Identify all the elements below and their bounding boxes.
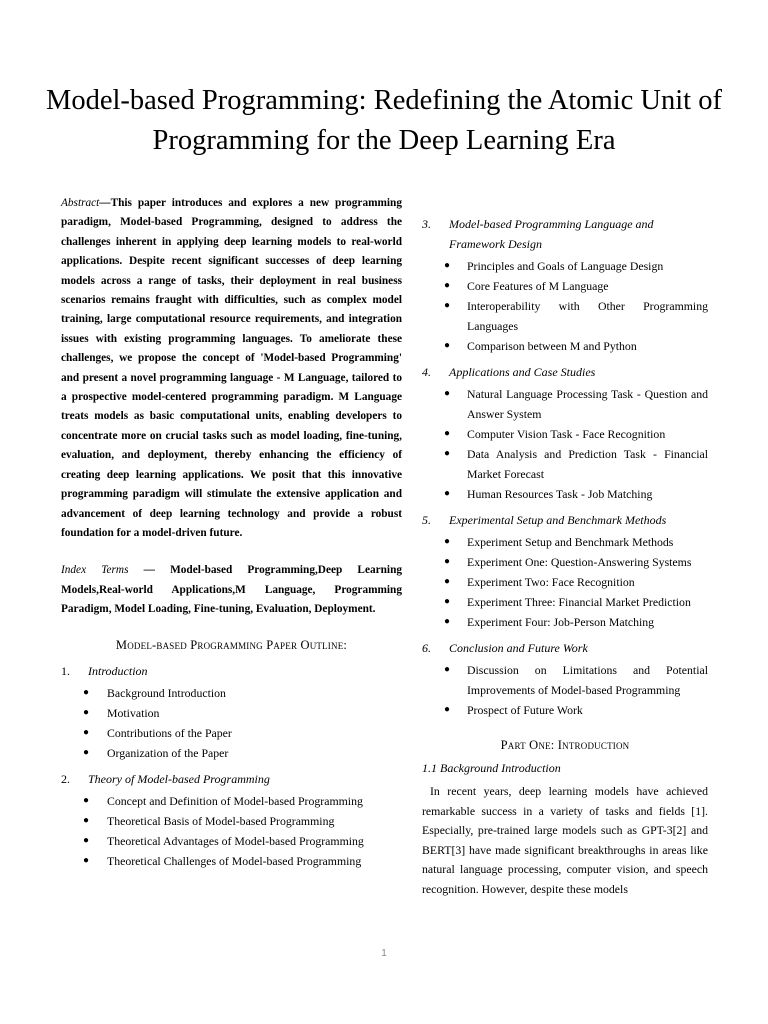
bullet-icon: ● — [444, 556, 451, 567]
paper-title: Model-based Programming: Redefining the Atomic Unit of Programming for the Deep Learning Era — [46, 85, 722, 157]
outline-item-text: Background Introduction — [107, 685, 226, 700]
outline-heading: Model-based Programming Paper Outline: — [115, 637, 348, 652]
bullet-icon: ● — [83, 726, 90, 738]
outline-item — [422, 572, 708, 592]
index-terms-lead: Index Terms — [61, 564, 129, 577]
bullet-icon: ● — [444, 388, 451, 399]
outline-section-heading — [422, 214, 708, 254]
bullet-icon: ● — [83, 854, 90, 866]
outline-item-text: Core Features of M Language — [467, 279, 609, 293]
outline-item-text: Motivation — [107, 705, 160, 720]
abstract — [61, 194, 402, 543]
outline-item — [422, 256, 708, 276]
outline-item-text: Theoretical Advantages of Model-based Programming — [107, 833, 364, 848]
outline-item-text: Concept and Definition of Model-based Programming — [107, 793, 363, 808]
outline-item — [61, 791, 402, 811]
outline-section-heading — [422, 362, 708, 382]
outline-item-text: Experiment Three: Financial Market Prediction — [467, 595, 691, 609]
bullet-icon: ● — [83, 706, 90, 718]
outline-section-heading — [422, 510, 708, 530]
outline-item — [422, 532, 708, 552]
outline-item — [422, 424, 708, 444]
outline-item — [422, 296, 708, 336]
left-column — [61, 194, 402, 871]
abstract-text: This paper introduces and explores a new programming paradigm, Model-based Programming, designed to address the challenges inherent in applying deep learning models to real-world applications. Despite recent significant successes of deep learning models across a range of tasks, their deployment in real business scenarios remains fraught with difficulties, such as complex model training, large computational resource requirements, and integration issues with existing programming languages. To ameliorate these challenges, we propose the concept of 'Model-based Programming' and present a novel programming language - M Language, tailored to a prospective model-centered programming paradigm. M Language treats models as basic computational units, enabling developers to concentrate more on crucial tasks such as model loading, fine-tuning, evaluation, and deployment, thereby enhancing the efficiency of creating deep learning applications. We posit that this innovative programming paradigm will stimulate the extensive application and advancement of deep learning technology and provide a robust foundation for a model-driven future. — [61, 197, 402, 539]
subsection-heading: 1.1 Background Introduction — [422, 761, 561, 775]
outline-item-list — [422, 384, 708, 504]
bullet-icon: ● — [444, 536, 451, 547]
outline-item-text: Prospect of Future Work — [467, 703, 583, 717]
outline-item-text: Theoretical Challenges of Model-based Programming — [107, 853, 362, 868]
outline-item-list — [61, 791, 402, 871]
outline-item-text: Discussion on Limitations and Potential Improvements of Model-based Programming — [467, 663, 708, 697]
bullet-icon: ● — [83, 686, 90, 698]
outline-item-text: Principles and Goals of Language Design — [467, 259, 664, 273]
outline-item-text: Experiment Setup and Benchmark Methods — [467, 535, 674, 549]
page-number: 1 — [381, 948, 387, 959]
index-terms-text: Model-based Programming,Deep Learning Models,Real-world Applications,M Language, Programming Paradigm, Model Loading, Fine-tuning, Evaluation, Deployment. — [61, 564, 402, 616]
bullet-icon: ● — [444, 280, 451, 291]
section-number: 3. — [422, 217, 431, 231]
outline-item-text: Interoperability with Other Programming Languages — [467, 299, 708, 333]
abstract-lead: Abstract — [61, 197, 100, 209]
bullet-icon: ● — [444, 340, 451, 351]
section-title: Introduction — [88, 663, 148, 678]
outline-item — [61, 811, 402, 831]
outline-item — [422, 700, 708, 720]
section-title: Experimental Setup and Benchmark Methods — [449, 513, 667, 527]
abstract-dash: — — [99, 197, 111, 209]
bullet-icon: ● — [444, 488, 451, 499]
outline-item — [61, 831, 402, 851]
outline-item-text: Human Resources Task - Job Matching — [467, 487, 653, 501]
outline-item-list — [422, 660, 708, 720]
part-one-heading: Part One: Introduction — [500, 738, 630, 752]
bullet-icon: ● — [83, 746, 90, 758]
outline-item-text: Computer Vision Task - Face Recognition — [467, 427, 666, 441]
outline-item — [422, 592, 708, 612]
outline-item — [422, 384, 708, 424]
outline-right — [422, 214, 708, 720]
bullet-icon: ● — [444, 664, 451, 675]
section-number: 4. — [422, 365, 431, 379]
outline-section-heading — [422, 638, 708, 658]
outline-left — [61, 661, 402, 871]
bullet-icon: ● — [444, 576, 451, 587]
outline-item — [61, 723, 402, 743]
outline-item — [61, 851, 402, 871]
right-column — [422, 208, 708, 900]
section-number: 5. — [422, 513, 431, 527]
outline-item — [422, 552, 708, 572]
section-number: 2. — [61, 771, 70, 786]
outline-item — [61, 743, 402, 763]
index-terms-dash: — — [128, 564, 171, 577]
bullet-icon: ● — [444, 428, 451, 439]
outline-section-heading — [61, 769, 402, 789]
index-terms — [61, 561, 402, 619]
bullet-icon: ● — [444, 300, 451, 311]
bullet-icon: ● — [444, 448, 451, 459]
outline-item-text: Experiment One: Question-Answering Systems — [467, 555, 692, 569]
outline-item-list — [422, 532, 708, 632]
section-number: 1. — [61, 663, 70, 678]
bullet-icon: ● — [444, 260, 451, 271]
bullet-icon: ● — [83, 834, 90, 846]
section-title: Applications and Case Studies — [449, 365, 596, 379]
outline-item-text: Experiment Two: Face Recognition — [467, 575, 635, 589]
outline-item-list — [61, 683, 402, 763]
bullet-icon: ● — [444, 704, 451, 715]
outline-item-text: Experiment Four: Job-Person Matching — [467, 615, 655, 629]
section-title: Model-based Programming Language and Framework Design — [449, 217, 654, 251]
bullet-icon: ● — [83, 794, 90, 806]
outline-item-text: Theoretical Basis of Model-based Programming — [107, 813, 335, 828]
outline-item — [422, 336, 708, 356]
outline-item-list — [422, 256, 708, 356]
outline-item — [422, 444, 708, 484]
outline-item-text: Comparison between M and Python — [467, 339, 637, 353]
outline-item — [422, 484, 708, 504]
outline-section-heading — [61, 661, 402, 681]
bullet-icon: ● — [444, 596, 451, 607]
outline-item — [61, 703, 402, 723]
outline-item — [422, 660, 708, 700]
section-title: Conclusion and Future Work — [449, 641, 588, 655]
outline-item-text: Organization of the Paper — [107, 745, 229, 760]
outline-item — [422, 276, 708, 296]
outline-item — [61, 683, 402, 703]
outline-item-text: Data Analysis and Prediction Task - Financial Market Forecast — [467, 447, 708, 481]
body-paragraph: In recent years, deep learning models have achieved remarkable success in a variety of tasks and fields [1]. Especially, pre-trained large models such as GPT-3[2] and BERT[3] have made significant breakthroughs in areas like natural language processing, computer vision, and speech recognition. However, despite these models — [422, 784, 708, 896]
section-title: Theory of Model-based Programming — [88, 771, 270, 786]
outline-item-text: Natural Language Processing Task - Question and Answer System — [467, 387, 708, 421]
section-number: 6. — [422, 641, 431, 655]
outline-item — [422, 612, 708, 632]
outline-item-text: Contributions of the Paper — [107, 725, 232, 740]
bullet-icon: ● — [444, 616, 451, 627]
bullet-icon: ● — [83, 814, 90, 826]
